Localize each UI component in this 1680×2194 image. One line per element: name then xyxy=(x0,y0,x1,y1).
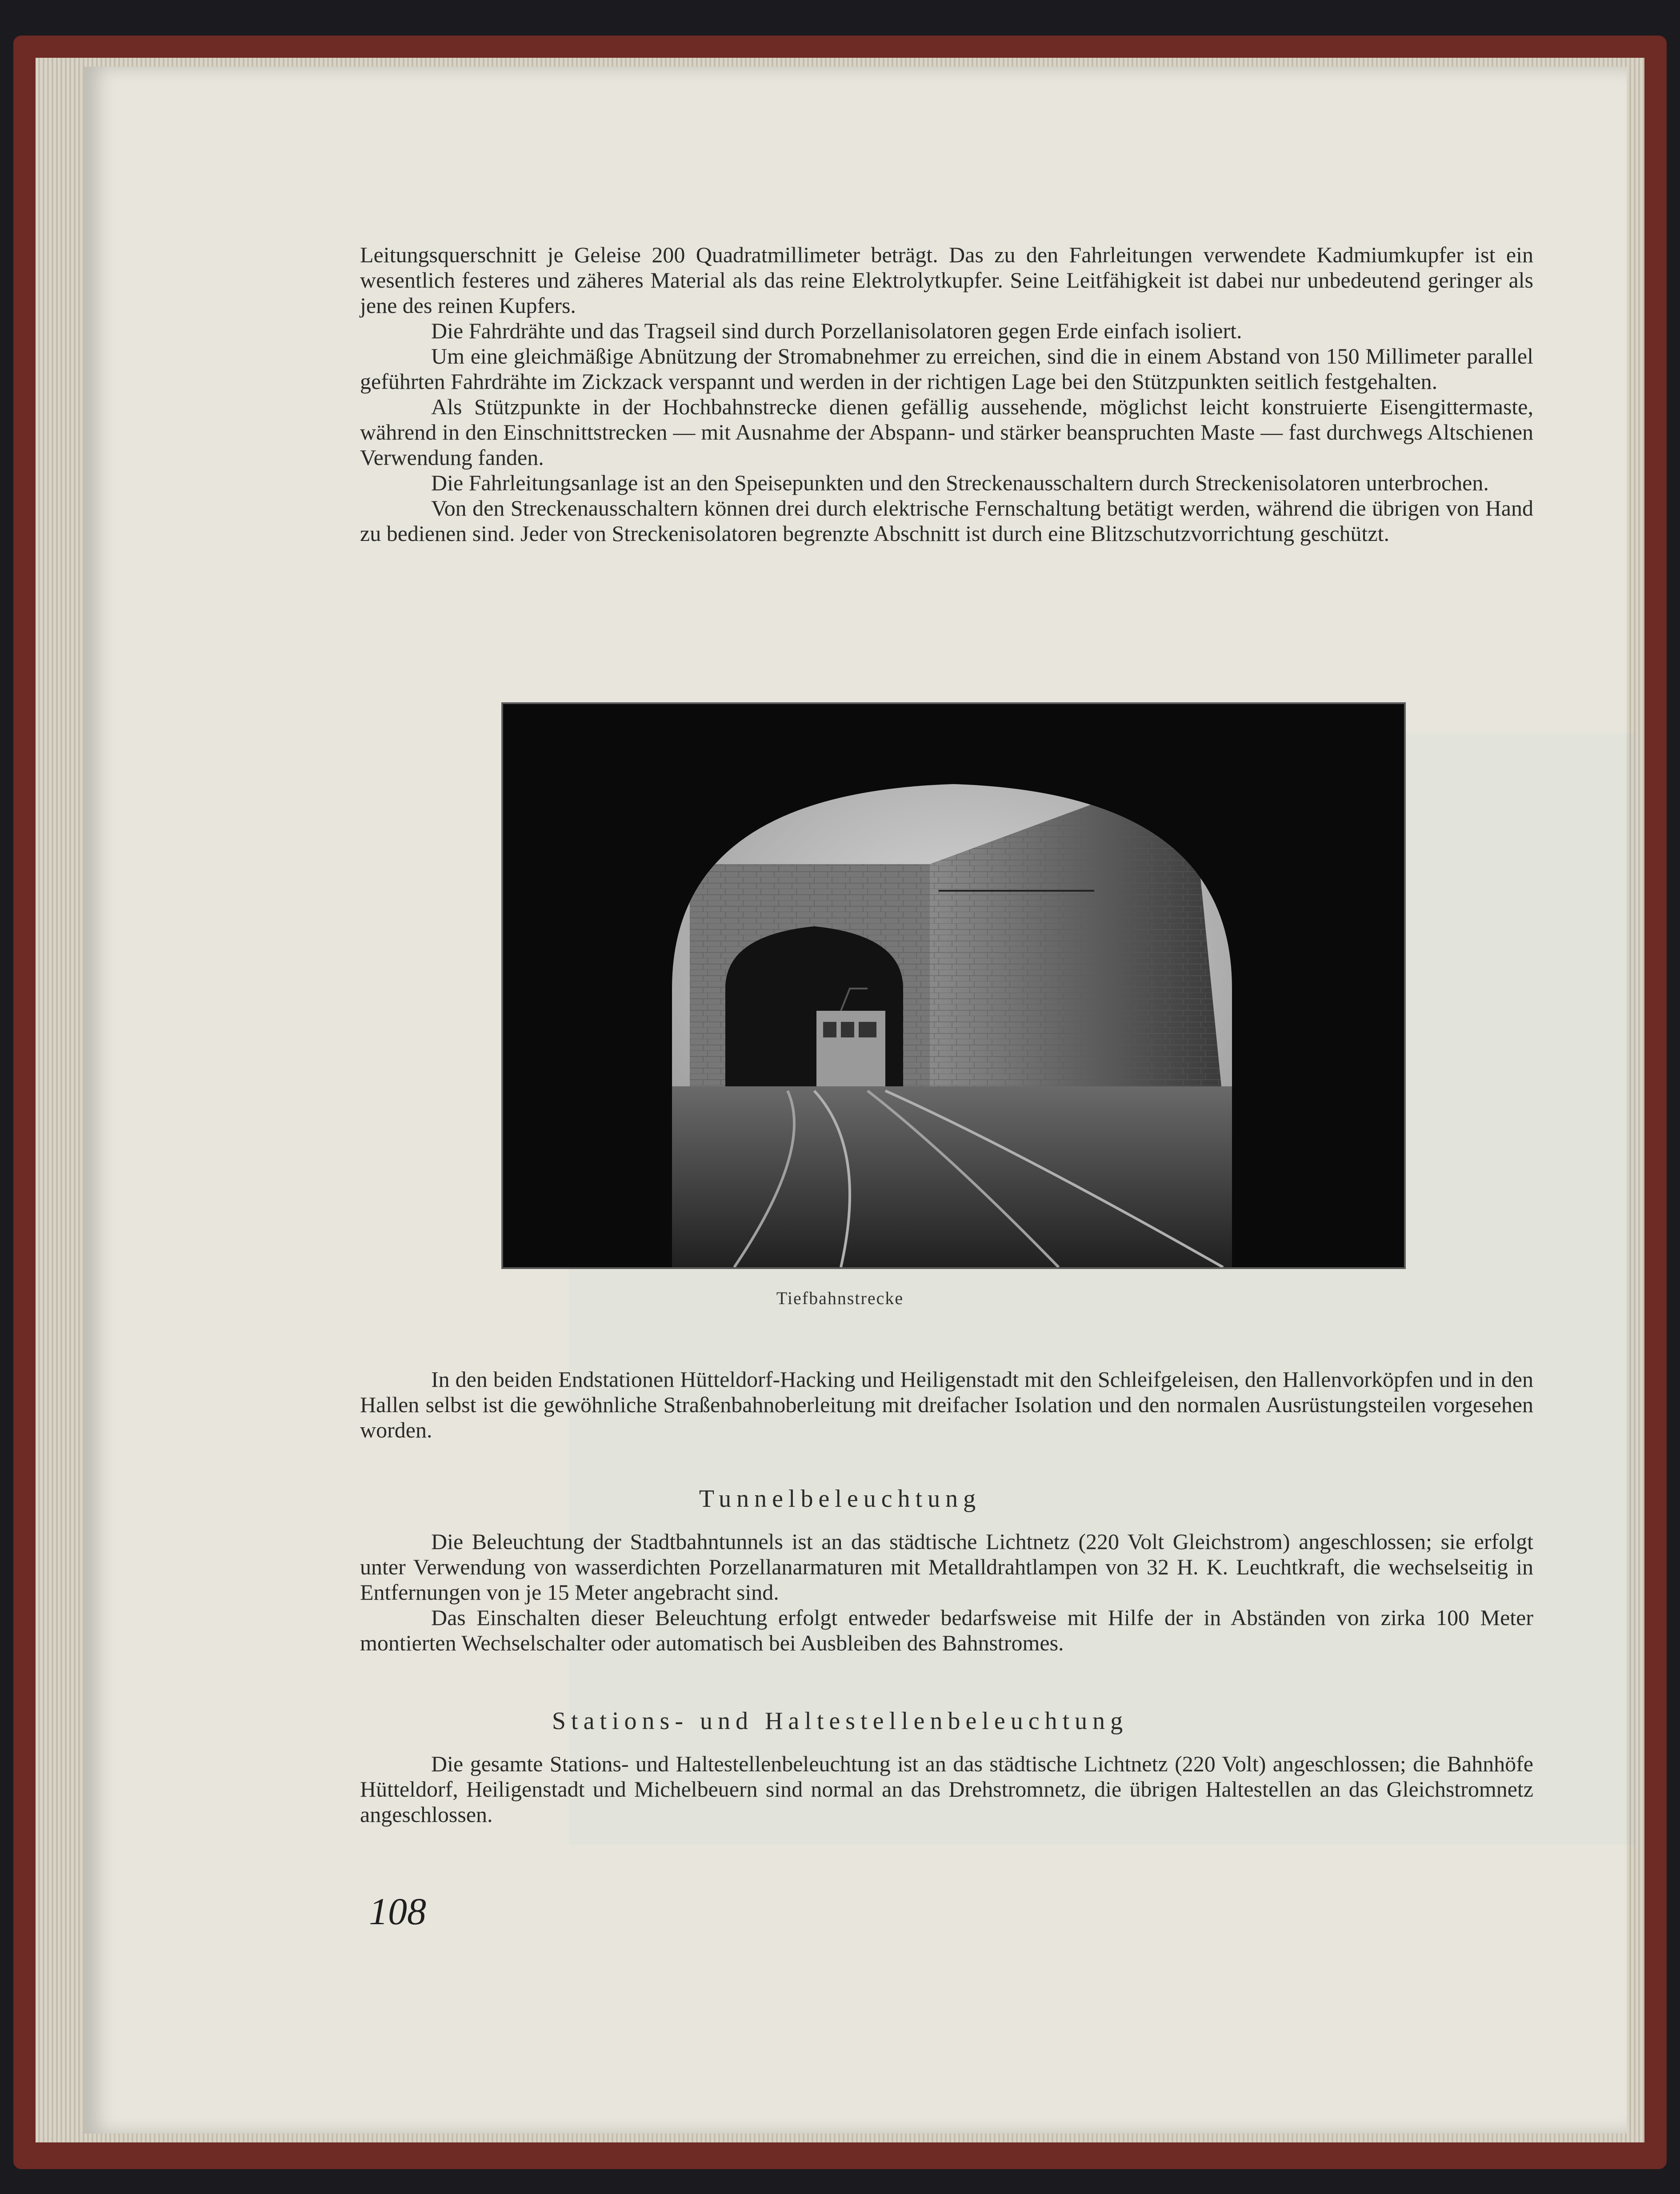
paragraph: Das Einschalten dieser Beleuchtung erfolgt entweder bedarfsweise mit Hilfe der in Abständen von zirka 100 Meter montierten Wechselschalter oder automatisch bei Ausbleiben des Bahnstromes. xyxy=(360,1605,1533,1655)
tunnel-photo-illustration xyxy=(503,704,1404,1267)
text-block-section2 xyxy=(360,1751,1533,1827)
paragraph: Von den Streckenausschaltern können drei durch elektrische Fernschaltung betätigt werden, während die übrigen von Hand zu bedienen sind. Jeder von Streckenisolatoren begrenzte Abschnitt ist durch eine Blitzschutzvorrichtung geschützt. xyxy=(360,496,1533,546)
text-block-top xyxy=(360,242,1533,546)
text-block-section1 xyxy=(360,1529,1533,1656)
section-heading-stationsbeleuchtung: Stations- und Haltestellenbeleuchtung xyxy=(552,1707,1128,1735)
paragraph: Die Fahrdrähte und das Tragseil sind durch Porzellanisolatoren gegen Erde einfach isoliert. xyxy=(431,318,1242,343)
paragraph: Leitungsquerschnitt je Geleise 200 Quadratmillimeter beträgt. Das zu den Fahrleitungen verwendete Kadmiumkupfer ist ein wesentlich festeres und zäheres Material als das reine Elektrolytkupfer. Seine Leitfähigkeit ist dabei nur unbedeutend geringer als jene des reinen Kupfers. xyxy=(360,242,1533,318)
photo-caption: Tiefbahnstrecke xyxy=(776,1288,904,1308)
section-heading-tunnelbeleuchtung: Tunnelbeleuchtung xyxy=(699,1485,981,1513)
paragraph: Die Beleuchtung der Stadtbahntunnels ist an das städtische Lichtnetz (220 Volt Gleichstrom) angeschlossen; sie erfolgt unter Verwendung von wasserdichten Porzellanarmaturen mit Metalldrahtlampen von 32 H. K. Leuchtkraft, die wechselseitig in Entfernungen von je 15 Meter angebracht sind. xyxy=(360,1529,1533,1605)
page-number: 108 xyxy=(369,1890,426,1933)
paragraph: Die Fahrleitungsanlage ist an den Speisepunkten und den Streckenausschaltern durch Streckenisolatoren unterbrochen. xyxy=(431,470,1489,495)
paragraph: Um eine gleichmäßige Abnützung der Stromabnehmer zu erreichen, sind die in einem Abstand von 150 Millimeter parallel geführten Fahrdrähte im Zickzack verspannt und werden in der richtigen Lage bei den Stützpunkten seitlich festgehalten. xyxy=(360,344,1533,394)
paragraph: Als Stützpunkte in der Hochbahnstrecke dienen gefällig aussehende, möglichst leicht konstruierte Eisengittermaste, während in den Einschnittstrecken — mit Ausnahme der Abspann- und stärker beanspruchten Maste — fast durchwegs Altschienen Verwendung fanden. xyxy=(360,394,1533,470)
paragraph: Die gesamte Stations- und Haltestellenbeleuchtung ist an das städtische Lichtnetz (220 Volt) angeschlossen; die Bahnhöfe Hütteldorf, Heiligenstadt und Michelbeuern sind normal an das Drehstromnetz, die übrigen Haltestellen an das Gleichstromnetz angeschlossen. xyxy=(360,1751,1533,1827)
photo-tunnel xyxy=(501,702,1406,1269)
paragraph: In den beiden Endstationen Hütteldorf-Hacking und Heiligenstadt mit den Schleifgeleisen, den Hallenvorköpfen und in den Hallen selbst ist die gewöhnliche Straßenbahnoberleitung mit dreifacher Isolation und den normalen Ausrüstungsteilen vorgesehen worden. xyxy=(360,1367,1533,1442)
text-block-middle xyxy=(360,1367,1533,1443)
